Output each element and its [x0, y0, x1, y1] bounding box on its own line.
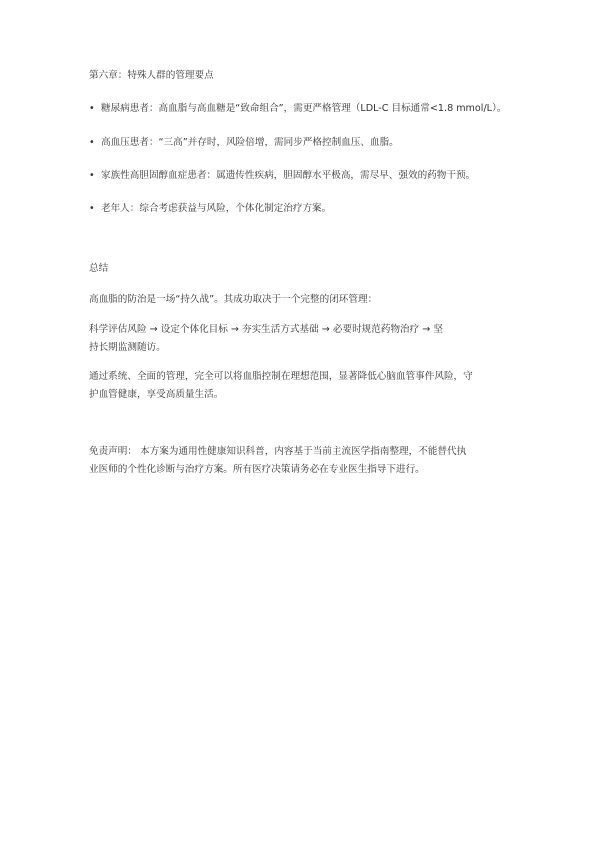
summary-closing-line: 护血管健康，享受高质量生活。 [89, 389, 224, 400]
bullet-item-diabetes [89, 100, 519, 118]
summary-flow-line: 持长期监测随访。 [89, 342, 166, 353]
bullet-text: 高血压患者：“三高”并存时，风险倍增，需同步严格控制血压、血脂。 [101, 137, 399, 148]
bullet-icon: • [89, 203, 95, 214]
bullet-item-elderly [89, 200, 519, 218]
bullet-text: 老年人：综合考虑获益与风险，个体化制定治疗方案。 [101, 203, 332, 214]
bullet-text: 家族性高胆固醇血症患者：属遗传性疾病，胆固醇水平极高，需尽早、强效的药物干预。 [101, 170, 476, 181]
disclaimer-paragraph [89, 443, 509, 479]
summary-closing-paragraph [89, 368, 509, 404]
summary-heading: 总结 [89, 263, 109, 274]
bullet-item-familial-hypercholesterolemia [89, 167, 519, 185]
summary-intro: 高血脂的防治是一场“持久战”。其成功取决于一个完整的闭环管理： [89, 294, 378, 305]
bullet-icon: • [89, 103, 95, 114]
bullet-item-hypertension [89, 134, 519, 152]
summary-flow-paragraph [89, 321, 509, 357]
disclaimer-line: 业医师的个性化诊断与治疗方案。所有医疗决策请务必在专业医生指导下进行。 [89, 464, 425, 475]
summary-closing-line: 通过系统、全面的管理，完全可以将血脂控制在理想范围，显著降低心脑血管事件风险，守 [89, 371, 473, 382]
bullet-icon: • [89, 170, 95, 181]
bullet-text: 糖尿病患者：高血脂与高血糖是“致命组合”，需更严格管理（LDL-C 目标通常<1.8 mmol/L）。 [101, 103, 507, 114]
bullet-icon: • [89, 137, 95, 148]
chapter6-heading: 第六章：特殊人群的管理要点 [89, 70, 214, 81]
disclaimer-line: 免责声明： 本方案为通用性健康知识科普，内容基于当前主流医学指南整理，不能替代执 [89, 446, 467, 457]
summary-flow-line: 科学评估风险 → 设定个体化目标 → 夯实生活方式基础 → 必要时规范药物治疗 → 坚 [89, 324, 443, 335]
